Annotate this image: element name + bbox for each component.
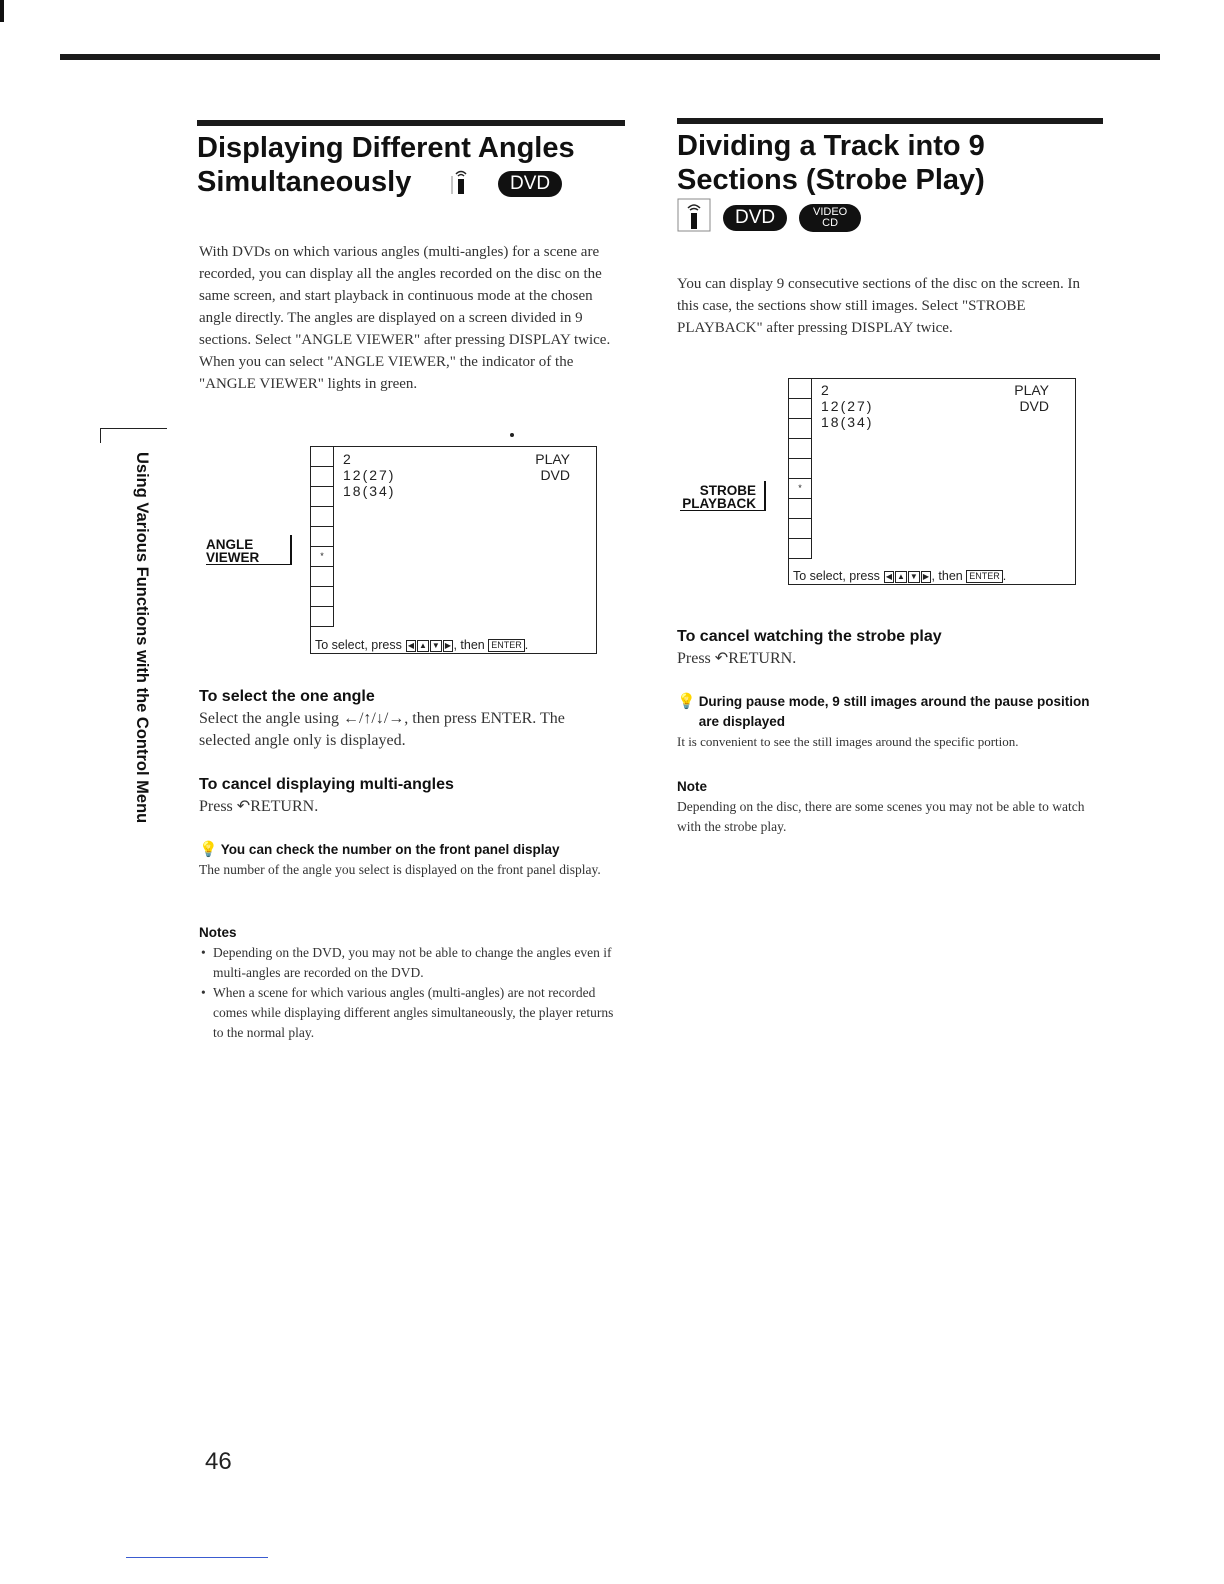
cancel-block [199, 774, 619, 818]
right-intro-block [677, 273, 1097, 339]
right-title-rule [677, 118, 1103, 124]
left-icons [450, 166, 562, 201]
screen-title-number: 2 [821, 382, 831, 398]
right-title: Dividing a Track into 9 Sections (Strobe Play) [677, 130, 985, 196]
page-number: 46 [205, 1448, 232, 1475]
screen-time: 18(34) [821, 414, 874, 430]
screen-footer: To select, press ◀ ▲ ▼ ▶ , then ENTER . [315, 638, 529, 652]
select-block [199, 686, 619, 752]
strobe-screen [788, 378, 1076, 585]
arrow-left-key-icon: ◀ [407, 640, 414, 650]
right-cancel-heading: To cancel watching the strobe play [677, 628, 942, 645]
sidebar-bracket [100, 428, 167, 443]
select-heading: To select the one angle [199, 688, 375, 705]
right-title-block [677, 129, 1107, 197]
tip-text: The number of the angle you select is displayed on the front panel display. [199, 862, 601, 877]
right-tip-text: It is convenient to see the still images around the specific portion. [677, 734, 1019, 749]
tip-block [199, 840, 619, 880]
footer-text: To select, press [315, 638, 402, 652]
screen-footer: To select, press ◀ ▲ ▼ ▶ , then ENTER . [793, 569, 1007, 583]
angle-viewer-callout: ANGLE VIEWER [206, 538, 292, 565]
right-note-block [677, 777, 1097, 837]
strobe-playback-callout: STROBE PLAYBACK [680, 484, 766, 511]
remote-icon [677, 198, 711, 237]
dvd-icon: DVD [723, 205, 787, 231]
footer-then: , then [931, 569, 963, 583]
tip-heading: You can check the number on the front panel display [220, 842, 560, 857]
right-note-heading: Note [677, 779, 707, 794]
menu-column: * [311, 447, 334, 627]
arrow-down-key-icon: ▼ [909, 571, 918, 581]
menu-column: * [789, 379, 812, 559]
screen-status: PLAY [1014, 382, 1049, 398]
arrow-up-key-icon: ▲ [418, 640, 427, 650]
left-intro: With DVDs on which various angles (multi-angles) for a scene are recorded, you can display all the angles recorded on the disc on the same screen, and start playback in continuous mode at the chosen angle directly. The angles are displayed on a screen divided in 9 sections. Select "ANGLE VIEWER" after pressing DISPLAY twice. When you can select "ANGLE VIEWER," the indicator of the "ANGLE VIEWER" lights in green. [199, 244, 611, 392]
screen-time: 18(34) [343, 483, 396, 499]
right-icons [677, 198, 861, 237]
footer-text: To select, press [793, 569, 880, 583]
dot-mark [510, 433, 514, 437]
right-tip-heading: During pause mode, 9 still images around the pause position are displayed [698, 694, 1090, 729]
page-edge-mark [0, 0, 4, 22]
note-item: • When a scene for which various angles (multi-angles) are not recorded comes while displaying different angles simultaneously, the player returns to the normal play. [199, 983, 619, 1043]
notes-list [199, 943, 619, 1043]
right-tip-block [677, 692, 1107, 752]
left-intro-block [199, 241, 619, 395]
angle-viewer-screen [310, 446, 597, 654]
note-item: • Depending on the DVD, you may not be able to change the angles even if multi-angles are recorded on the DVD. [199, 943, 619, 983]
screen-chapter: 12(27) [821, 398, 874, 414]
left-title: Displaying Different Angles Simultaneously [197, 132, 575, 198]
footer-then: , then [453, 638, 485, 652]
right-note-text: Depending on the disc, there are some scenes you may not be able to watch with the strobe play. [677, 799, 1085, 834]
dvd-icon: DVD [498, 171, 562, 197]
screen-title-number: 2 [343, 451, 353, 467]
select-text: Select the angle using ←/↑/↓/→, then press ENTER. The selected angle only is displayed. [199, 710, 565, 749]
left-title-block [197, 131, 637, 199]
top-rule [60, 54, 1160, 60]
screen-status: PLAY [535, 451, 570, 467]
screen-disc-type: DVD [540, 467, 570, 483]
screen-disc-type: DVD [1019, 398, 1049, 414]
hint-bulb-icon: 💡 [199, 842, 218, 858]
arrow-right-key-icon: ▶ [444, 640, 451, 650]
bottom-rule [126, 1557, 268, 1558]
remote-icon [450, 166, 472, 201]
left-title-rule [197, 120, 625, 126]
enter-key: ENTER [488, 639, 525, 652]
cancel-text: Press ↶RETURN. [199, 798, 319, 815]
right-cancel-block [677, 626, 1097, 670]
sidebar-label: Using Various Functions with the Control Menu [133, 452, 151, 824]
arrow-right-key-icon: ▶ [922, 571, 929, 581]
notes-block [199, 923, 619, 1043]
hint-bulb-icon: 💡 [677, 694, 696, 710]
screen-chapter: 12(27) [343, 467, 396, 483]
enter-key: ENTER [966, 570, 1003, 583]
arrow-down-key-icon: ▼ [431, 640, 440, 650]
right-cancel-text: Press ↶RETURN. [677, 650, 797, 667]
cancel-heading: To cancel displaying multi-angles [199, 776, 454, 793]
notes-heading: Notes [199, 925, 237, 940]
arrow-up-key-icon: ▲ [896, 571, 905, 581]
right-intro: You can display 9 consecutive sections of the disc on the screen. In this case, the sections show still images. Select "STROBE PLAYBACK" after pressing DISPLAY twice. [677, 276, 1080, 336]
video-cd-icon: VIDEO CD [799, 204, 861, 232]
arrow-left-key-icon: ◀ [885, 571, 892, 581]
